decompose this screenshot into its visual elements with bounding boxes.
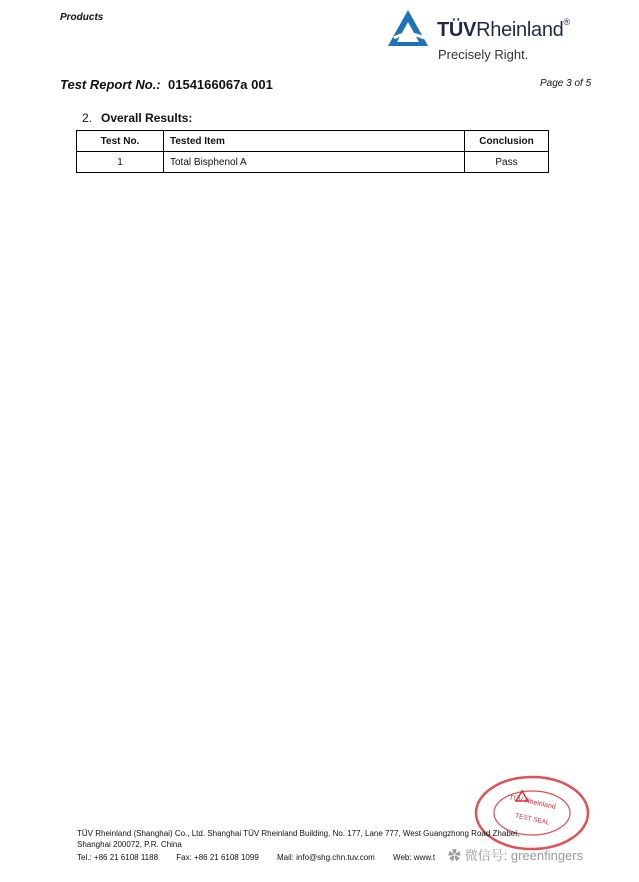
page-number: Page 3 of 5	[540, 78, 592, 89]
footer-contact	[77, 853, 451, 862]
footer-address-line2: Shanghai 200072, P.R. China	[77, 840, 182, 849]
wechat-icon: ✿	[448, 848, 465, 863]
tuv-logo-icon	[386, 8, 430, 48]
table-row	[77, 152, 549, 173]
cell-test-no: 1	[77, 152, 164, 173]
footer-address-line1: TÜV Rheinland (Shanghai) Co., Ltd. Shanghai TÜV Rheinland Building, No. 177, Lane 777, West Guangzhong Road Zhabei,	[77, 829, 520, 838]
section-number: 2.	[82, 111, 93, 125]
footer-tel: Tel.: +86 21 6108 1188	[77, 853, 159, 862]
cell-conclusion: Pass	[465, 152, 549, 173]
footer-mail: Mail: info@shg.chn.tuv.com	[277, 853, 375, 862]
tuv-logo-tagline: Precisely Right.	[438, 47, 529, 62]
results-table	[76, 130, 549, 173]
col-conclusion: Conclusion	[465, 131, 549, 152]
footer-fax: Fax: +86 21 6108 1099	[176, 853, 259, 862]
cell-tested-item: Total Bisphenol A	[164, 152, 465, 173]
svg-text:TÜV Rheinland: TÜV Rheinland	[508, 794, 557, 811]
company-seal-stamp	[472, 773, 592, 853]
watermark-text: ✿ 微信号: greenfingers	[448, 848, 584, 863]
report-number-label: Test Report No.:	[60, 77, 161, 92]
report-number: 0154166067a 001	[168, 77, 273, 92]
table-header-row	[77, 131, 549, 152]
col-tested-item: Tested Item	[164, 131, 465, 152]
footer-web: Web: www.t	[393, 853, 436, 862]
section-label: Products	[60, 12, 104, 23]
section-title: Overall Results:	[101, 111, 193, 125]
col-test-no: Test No.	[77, 131, 164, 152]
tuv-logo-wordmark: TÜVRheinland®	[437, 17, 570, 41]
svg-text:TEST SEAL: TEST SEAL	[514, 812, 551, 827]
